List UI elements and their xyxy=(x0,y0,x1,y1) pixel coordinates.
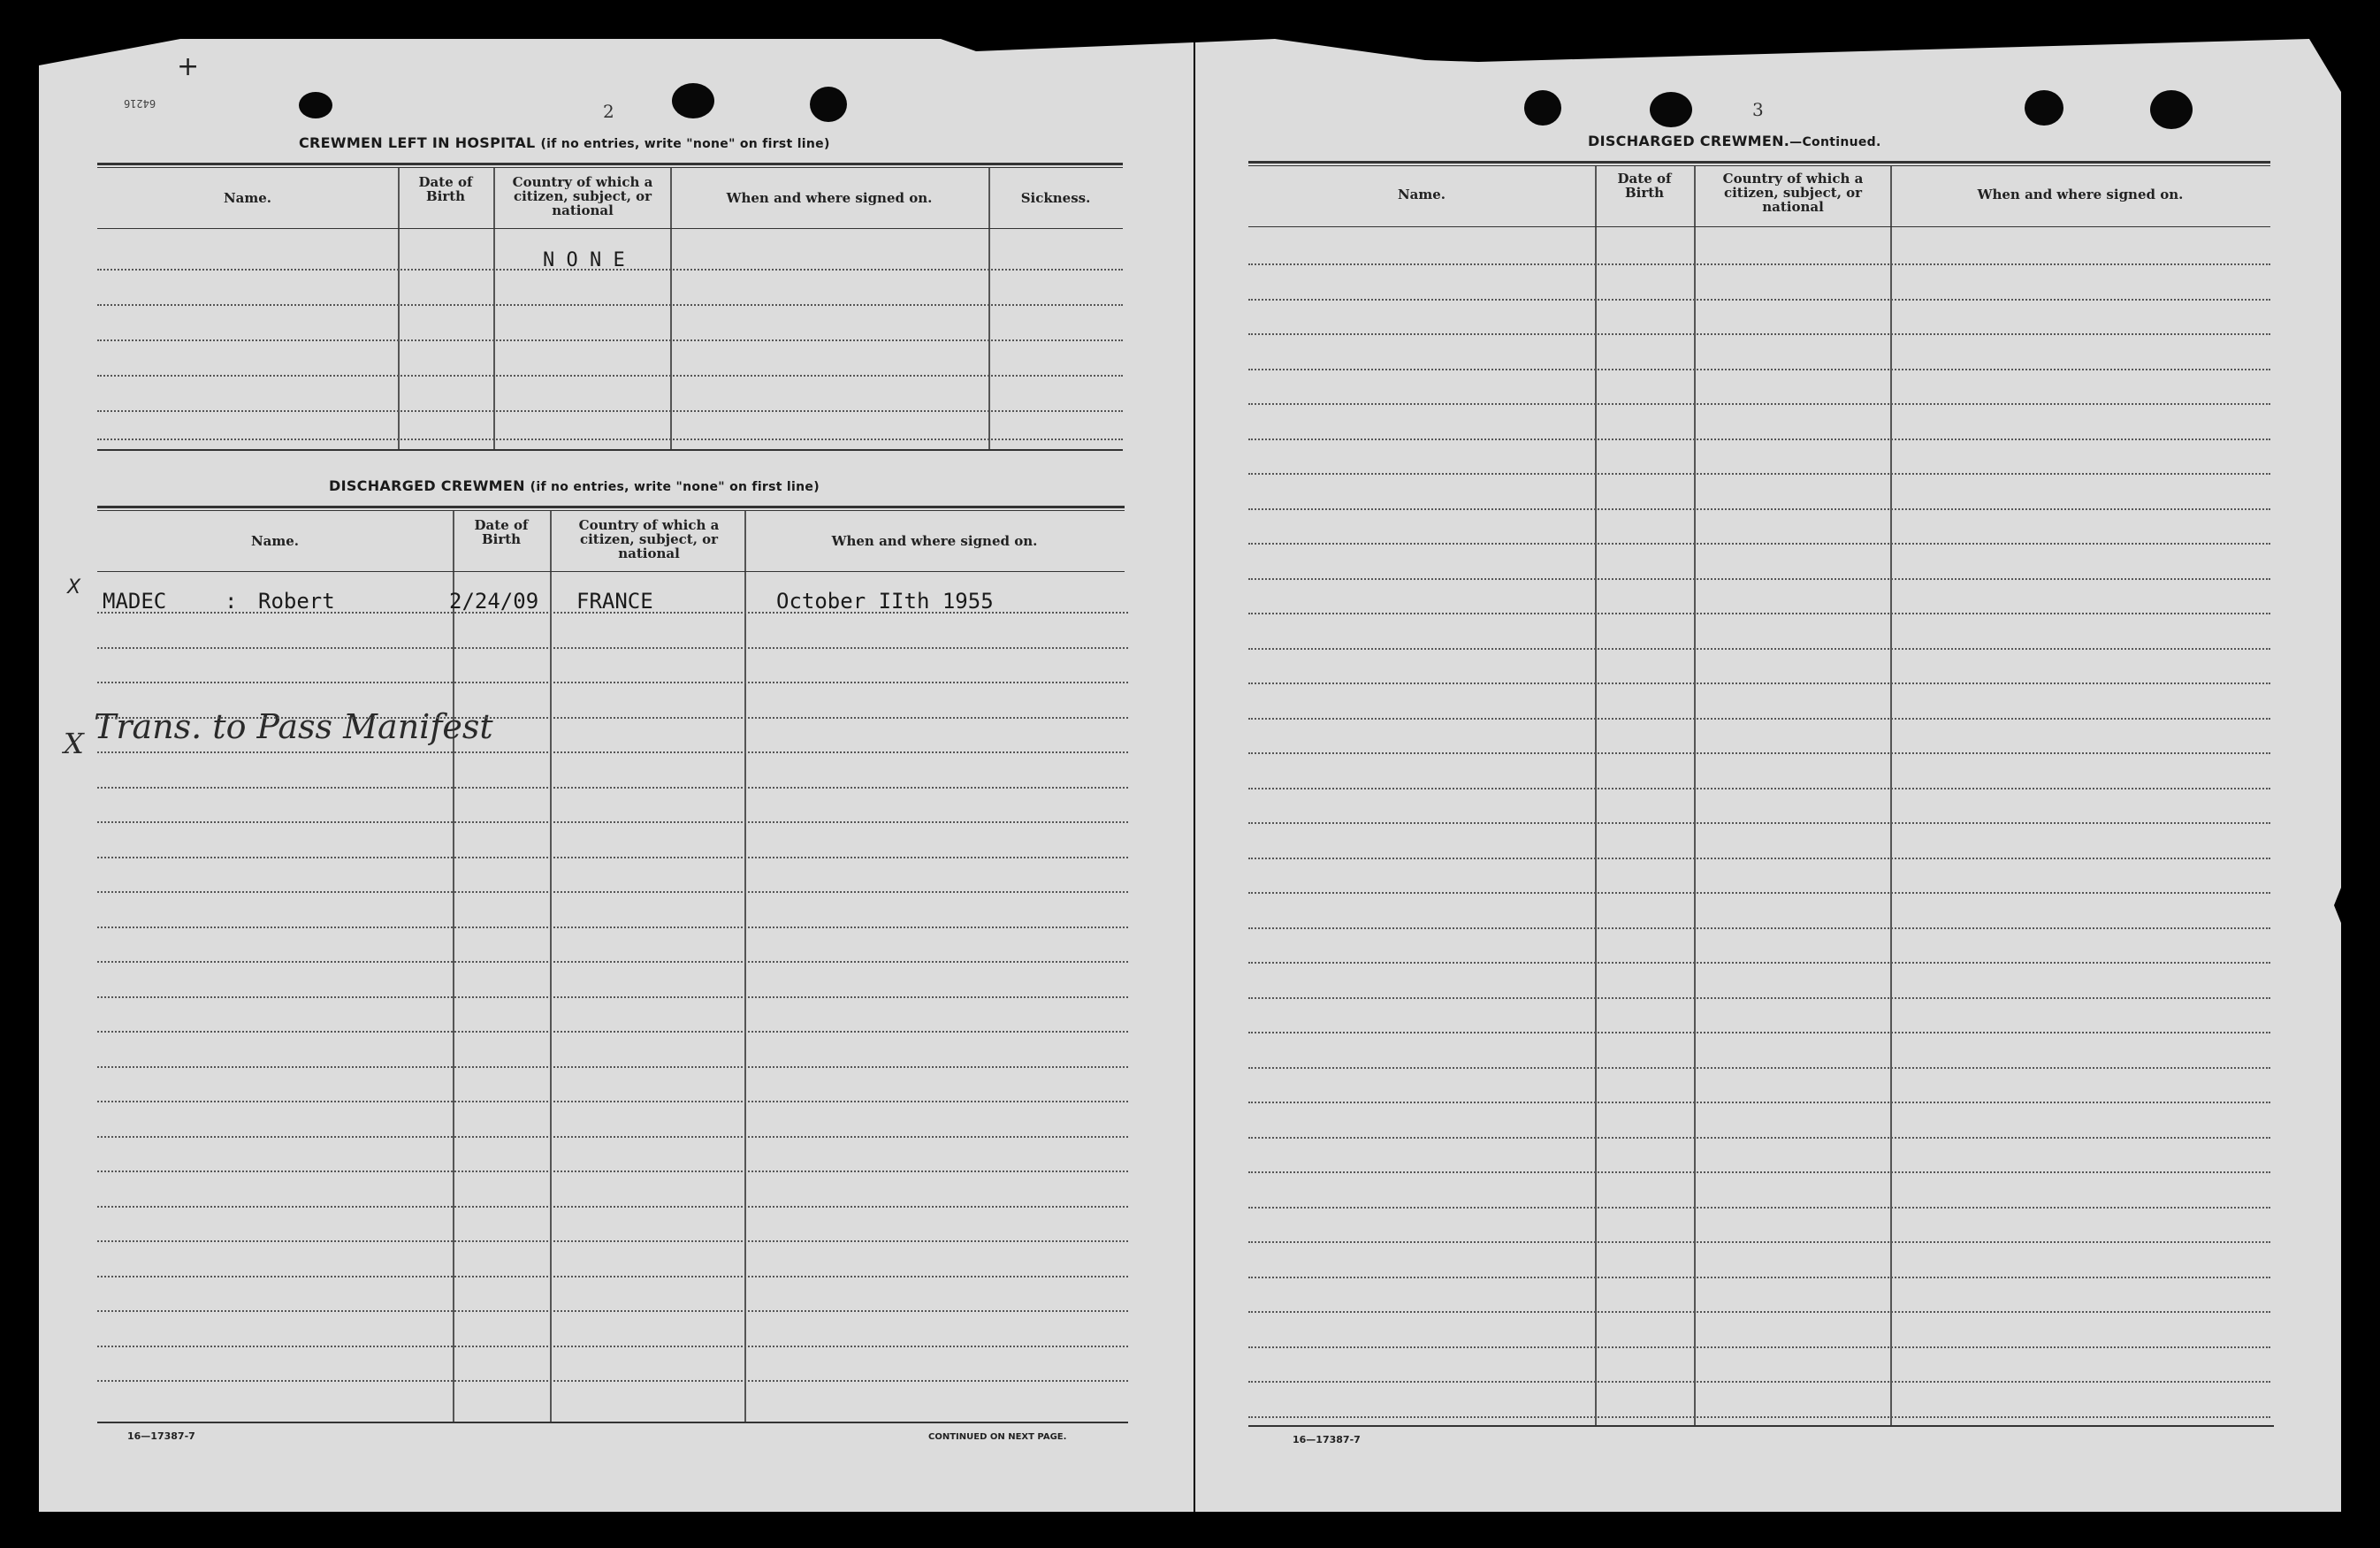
right-bottom-rule xyxy=(1248,1425,2274,1427)
ruled-line xyxy=(97,927,1128,928)
hospital-title-text: CREWMEN LEFT IN HOSPITAL xyxy=(299,134,536,151)
ruled-line xyxy=(97,821,1128,823)
hospital-col-divider xyxy=(988,168,990,449)
punch-hole xyxy=(810,87,847,122)
ruled-line xyxy=(1248,1416,2270,1418)
hospital-col-divider xyxy=(493,168,495,449)
discharged-col-signed: When and where signed on. xyxy=(831,533,1038,549)
punch-hole xyxy=(2025,90,2063,126)
ruled-line xyxy=(1248,543,2270,545)
ruled-line xyxy=(97,1171,1128,1172)
ruled-line xyxy=(1248,1032,2270,1033)
ruled-line xyxy=(1248,752,2270,754)
hospital-top-rule-2 xyxy=(97,167,1123,168)
ruled-line xyxy=(97,787,1128,789)
ruled-line xyxy=(97,857,1128,858)
hospital-col-divider xyxy=(670,168,672,449)
right-col-divider xyxy=(1890,166,1892,1427)
ruled-line xyxy=(1248,578,2270,580)
right-col-name: Name. xyxy=(1397,187,1446,202)
hospital-col-sickness: Sickness. xyxy=(1020,190,1091,206)
ruled-line xyxy=(1248,369,2270,370)
ruled-line xyxy=(97,717,1128,719)
right-col-divider xyxy=(1694,166,1696,1427)
ruled-line xyxy=(97,1380,1128,1382)
right-col-dob: Date of Birth xyxy=(1617,171,1672,201)
ruled-line xyxy=(1248,613,2270,614)
entry-signed-on: October IIth 1955 xyxy=(776,589,994,614)
hospital-top-rule xyxy=(97,163,1123,165)
ruled-line xyxy=(1248,927,2270,929)
hospital-row-line xyxy=(97,269,1123,271)
ruled-line xyxy=(1248,892,2270,894)
ruled-line xyxy=(1248,1381,2270,1383)
hospital-col-signed: When and where signed on. xyxy=(726,190,933,206)
entry-surname: MADEC xyxy=(103,589,167,614)
right-header-rule xyxy=(1248,226,2270,227)
discharged-col-name: Name. xyxy=(250,533,300,549)
punch-hole xyxy=(1524,90,1561,126)
right-page xyxy=(1195,39,2341,1512)
right-top-rule-2 xyxy=(1248,165,2270,166)
ruled-line xyxy=(1248,1277,2270,1278)
punch-hole xyxy=(2150,90,2193,129)
ruled-line xyxy=(1248,403,2270,405)
ruled-line xyxy=(1248,1346,2270,1348)
ruled-line xyxy=(97,1206,1128,1208)
ruled-line xyxy=(97,1031,1128,1033)
ruled-line xyxy=(97,682,1128,683)
discharged-top-rule-2 xyxy=(97,510,1125,511)
ruled-line xyxy=(97,996,1128,998)
ruled-line xyxy=(1248,508,2270,510)
ruled-line xyxy=(1248,473,2270,475)
right-title-suffix: —Continued. xyxy=(1789,135,1881,149)
ruled-line xyxy=(1248,1311,2270,1313)
entry-country: FRANCE xyxy=(576,589,653,614)
ruled-line xyxy=(97,891,1128,893)
right-title-text: DISCHARGED CREWMEN. xyxy=(1588,133,1790,149)
hospital-col-country: Country of which a citizen, subject, or national xyxy=(512,174,653,218)
page-number: 2 xyxy=(603,101,614,122)
hospital-header-rule xyxy=(97,228,1123,229)
ruled-line xyxy=(97,1136,1128,1138)
ruled-line xyxy=(97,1066,1128,1068)
right-section-title xyxy=(1588,133,1881,149)
ruled-line xyxy=(1248,1067,2270,1069)
right-col-signed: When and where signed on. xyxy=(1977,187,2184,202)
entry-given-name: Robert xyxy=(258,589,335,614)
discharged-bottom-rule xyxy=(97,1422,1128,1423)
ruled-line xyxy=(97,1240,1128,1242)
discharged-col-dob: Date of Birth xyxy=(474,517,529,547)
ruled-line xyxy=(97,1101,1128,1102)
ruled-line xyxy=(1248,263,2270,265)
punch-hole xyxy=(299,92,332,118)
punch-hole xyxy=(672,83,714,118)
ruled-line xyxy=(1248,1102,2270,1103)
discharged-top-rule xyxy=(97,506,1125,508)
ruled-line xyxy=(1248,858,2270,859)
page-number: 3 xyxy=(1752,99,1764,120)
discharged-section-title xyxy=(329,477,820,494)
ruled-line xyxy=(97,612,1128,614)
footer-note: CONTINUED ON NEXT PAGE. xyxy=(928,1432,1067,1442)
right-col-country: Country of which a citizen, subject, or national xyxy=(1722,171,1864,215)
ruled-line xyxy=(1248,682,2270,684)
entry-check-mark: X xyxy=(67,576,81,599)
hospital-col-divider xyxy=(398,168,400,449)
hospital-col-name: Name. xyxy=(223,190,272,206)
ruled-line xyxy=(1248,438,2270,440)
ruled-line xyxy=(97,647,1128,649)
hospital-entry: N O N E xyxy=(543,249,625,271)
hospital-col-dob: Date of Birth xyxy=(418,174,473,204)
hospital-row-line xyxy=(97,304,1123,306)
ruled-line xyxy=(1248,997,2270,999)
ruled-line xyxy=(1248,718,2270,720)
discharged-header-rule xyxy=(97,571,1125,572)
hospital-bottom-rule xyxy=(97,449,1123,451)
ruled-line xyxy=(1248,333,2270,335)
ruled-line xyxy=(1248,648,2270,650)
hospital-title-note: (if no entries, write "none" on first line) xyxy=(540,137,830,151)
handwritten-annotation: Trans. to Pass Manifest xyxy=(94,707,493,746)
edge-stamp: 64216 xyxy=(124,97,156,110)
discharged-title-note: (if no entries, write "none" on first line) xyxy=(530,480,820,494)
discharged-title-text: DISCHARGED CREWMEN xyxy=(329,477,525,494)
ruled-line xyxy=(97,1310,1128,1312)
ruled-line xyxy=(97,961,1128,963)
ruled-line xyxy=(97,1346,1128,1347)
right-col-divider xyxy=(1595,166,1597,1427)
entry-dob: 2/24/09 xyxy=(449,589,539,614)
ruled-line xyxy=(1248,1207,2270,1209)
form-number: 16—17387-7 xyxy=(127,1430,195,1442)
hospital-row-line xyxy=(97,438,1123,440)
entry-separator: : xyxy=(225,589,238,614)
ruled-line xyxy=(1248,822,2270,824)
hospital-row-line xyxy=(97,410,1123,412)
right-top-rule xyxy=(1248,161,2270,164)
form-number: 16—17387-7 xyxy=(1293,1434,1361,1445)
handwritten-mark: X xyxy=(64,727,84,760)
ruled-line xyxy=(1248,1241,2270,1243)
corner-mark: + xyxy=(177,51,200,82)
punch-hole xyxy=(1650,92,1692,127)
hospital-row-line xyxy=(97,375,1123,377)
ruled-line xyxy=(1248,788,2270,789)
ruled-line xyxy=(97,1276,1128,1277)
hospital-section-title xyxy=(299,134,830,151)
discharged-col-country: Country of which a citizen, subject, or national xyxy=(578,517,720,561)
ruled-line xyxy=(1248,299,2270,301)
ruled-line xyxy=(1248,962,2270,964)
ruled-line xyxy=(1248,1171,2270,1173)
ruled-line xyxy=(1248,1137,2270,1139)
hospital-row-line xyxy=(97,339,1123,341)
ruled-line xyxy=(97,751,1128,753)
